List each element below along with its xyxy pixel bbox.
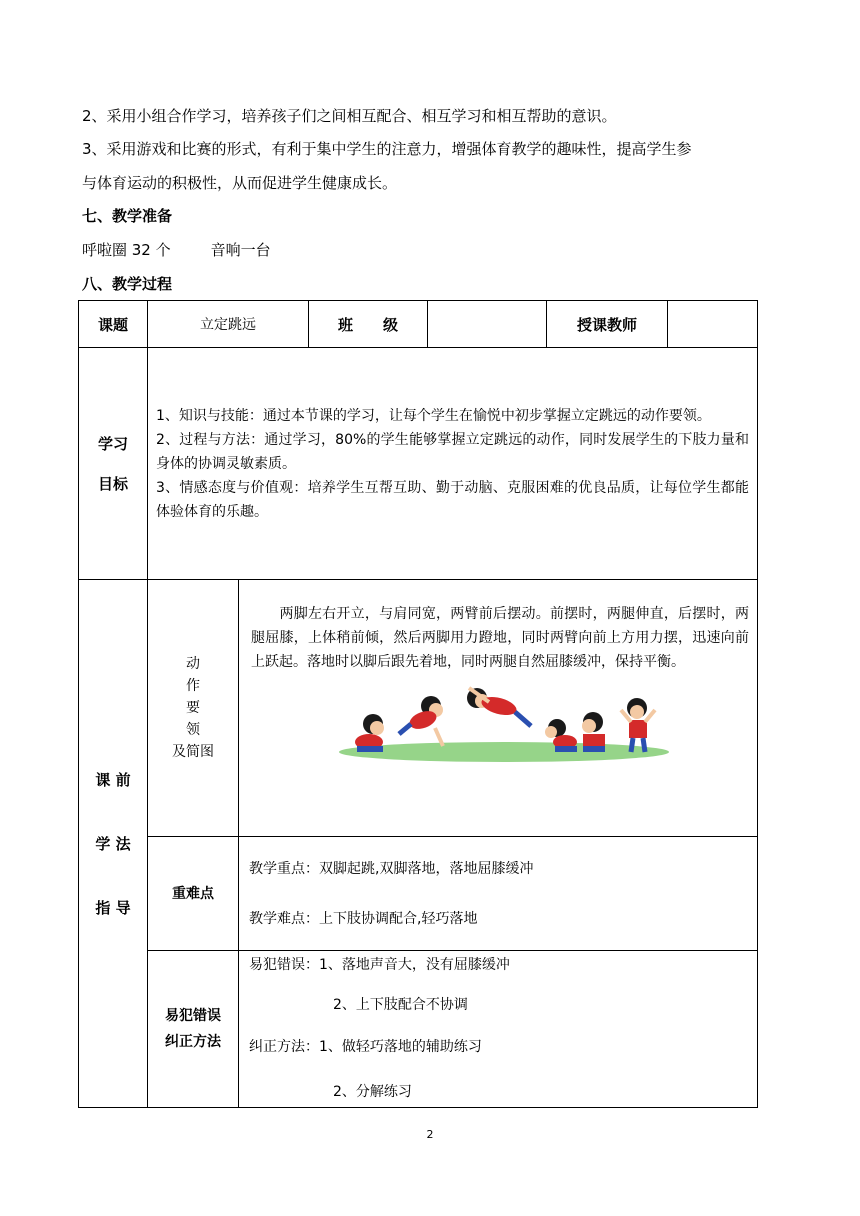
intro-line-2: 3、采用游戏和比赛的形式，有利于集中学生的注意力，增强体育教学的趣味性，提高学生参 <box>82 140 692 158</box>
jumper-figure-flight <box>467 688 531 726</box>
jumper-figure-crouch <box>355 714 384 752</box>
action-label <box>148 580 239 837</box>
page-number: 2 <box>426 1128 434 1141</box>
action-label-char-4: 领 <box>186 722 200 738</box>
action-text: 两脚左右开立，与肩同宽，两臂前后摆动。前摆时，两腿伸直，后摆时，两腿屈膝，上体稍前倾，然后两脚用力蹬地，同时两臂向前上方用力摆，迅速向前上跃起。落地时以脚后跟先着地，同时两腿自然屈膝缓冲，保持平衡。 <box>251 606 749 670</box>
key-point: 教学重点：双脚起跳,双脚落地，落地屈膝缓冲 <box>249 860 534 877</box>
goals-label-line-2: 目标 <box>97 474 128 493</box>
errors-label-line-2: 纠正方法 <box>165 1034 221 1050</box>
errors-label <box>148 951 239 1108</box>
action-description <box>239 580 758 837</box>
guide-label <box>79 580 148 1108</box>
errors-label-line-1: 易犯错误 <box>165 1008 221 1024</box>
jump-illustration <box>339 684 669 766</box>
action-label-char-5: 及简图 <box>172 744 214 760</box>
class-label: 班 级 <box>309 301 428 348</box>
goal-3: 3、情感态度与价值观：培养学生互帮互助、勤于动脑、克服困难的优良品质，让每位学生都能体验体育的乐趣。 <box>156 479 749 520</box>
preparation-item-hoops: 呼啦圈 32 个 <box>82 241 171 259</box>
intro-line-1: 2、采用小组合作学习，培养孩子们之间相互配合、相互学习和相互帮助的意识。 <box>82 107 617 125</box>
fix-line-1: 纠正方法：1、做轻巧落地的辅助练习 <box>249 1039 482 1055</box>
teacher-label: 授课教师 <box>547 301 668 348</box>
class-value <box>428 301 547 348</box>
goals-content <box>148 348 758 580</box>
action-label-char-1: 动 <box>186 656 200 672</box>
jumper-figure-recover <box>582 712 605 752</box>
section-8-heading: 八、教学过程 <box>82 275 173 293</box>
jumper-figure-standing <box>621 698 655 752</box>
goal-2: 2、过程与方法：通过学习，80%的学生能够掌握立定跳远的动作，同时发展学生的下肢力量和身体的协调灵敏素质。 <box>156 431 749 472</box>
errors-content <box>239 951 758 1108</box>
difficult-point: 教学难点：上下肢协调配合,轻巧落地 <box>249 910 478 927</box>
preparation-item-speaker: 音响一台 <box>210 241 271 259</box>
guide-label-line-3: 指 导 <box>95 898 131 917</box>
action-label-char-2: 作 <box>186 678 200 694</box>
key-points-label: 重难点 <box>148 837 239 951</box>
intro-line-3: 与体育运动的积极性，从而促进学生健康成长。 <box>82 174 398 192</box>
lesson-table <box>78 300 758 1108</box>
section-7-heading: 七、教学准备 <box>82 207 173 225</box>
goals-label <box>79 348 148 580</box>
teacher-value <box>668 301 758 348</box>
grass-patch <box>339 742 669 762</box>
preparation-line <box>82 233 782 267</box>
topic-value: 立定跳远 <box>148 301 309 348</box>
guide-label-line-1: 课 前 <box>95 770 131 789</box>
guide-label-line-2: 学 法 <box>95 834 131 853</box>
jumper-figure-swing <box>399 696 443 746</box>
goals-label-line-1: 学习 <box>97 434 128 453</box>
error-line-2: 2、上下肢配合不协调 <box>333 997 468 1013</box>
goal-1: 1、知识与技能：通过本节课的学习，让每个学生在愉悦中初步掌握立定跳远的动作要领。 <box>156 407 711 424</box>
action-label-char-3: 要 <box>186 700 200 716</box>
key-points-content <box>239 837 758 951</box>
error-line-1: 易犯错误：1、落地声音大，没有屈膝缓冲 <box>249 957 510 973</box>
topic-label: 课题 <box>79 301 148 348</box>
fix-line-2: 2、分解练习 <box>333 1084 412 1100</box>
